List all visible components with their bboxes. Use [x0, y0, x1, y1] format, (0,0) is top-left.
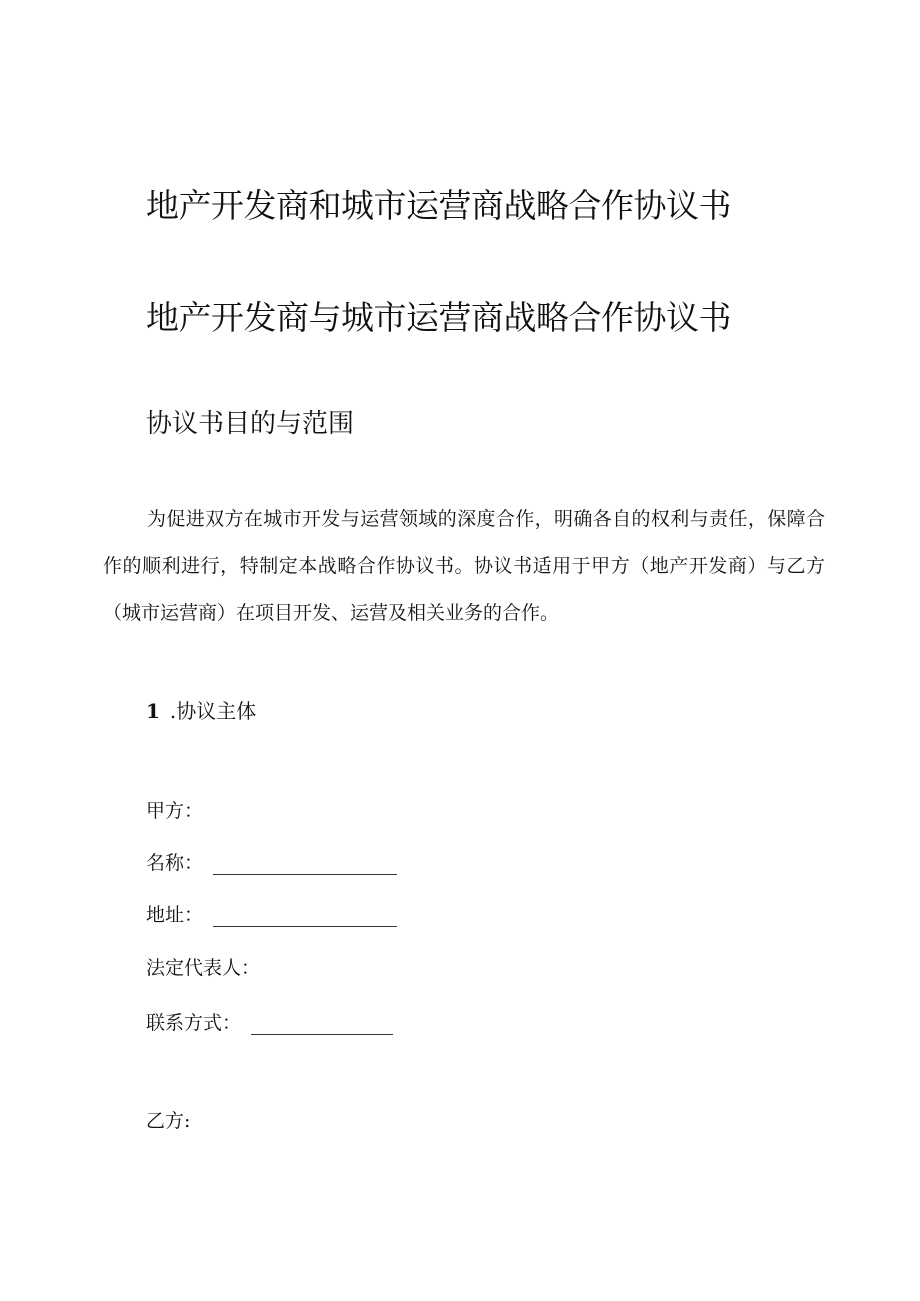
party-b-label — [146, 1106, 190, 1133]
subsection-label: .协议主体 — [169, 699, 257, 723]
document-title: 地产开发商和城市运营商战略合作协议书 — [146, 186, 731, 225]
contact-blank-line[interactable] — [251, 1012, 393, 1035]
purpose-paragraph: 为促进双方在城市开发与运营领域的深度合作，明确各自的权利与责任，保障合作的顺利进行，特制定本战略合作协议书。协议书适用于甲方（地产开发商）与乙方（城市运营商）在项目开发、运营及相关业务的合作。 — [103, 508, 825, 624]
address-blank-line[interactable] — [213, 904, 397, 927]
party-a-text: 甲方： — [146, 800, 204, 822]
legal-rep-label: 法定代表人： — [146, 957, 261, 979]
contact-field — [146, 1008, 393, 1035]
section-heading: 协议书目的与范围 — [146, 409, 355, 439]
contact-label: 联系方式： — [146, 1012, 242, 1034]
subsection-number: 1 — [146, 699, 160, 723]
subsection-heading — [146, 695, 256, 724]
document-title-secondary: 地产开发商与城市运营商战略合作协议书 — [146, 298, 731, 337]
name-field — [146, 848, 397, 875]
address-label: 地址： — [146, 904, 204, 926]
address-field — [146, 900, 397, 927]
party-a-label — [146, 796, 203, 823]
party-b-text: 乙方: — [146, 1110, 191, 1132]
name-blank-line[interactable] — [213, 852, 397, 875]
legal-rep-field — [146, 953, 260, 980]
name-label: 名称： — [146, 852, 204, 874]
